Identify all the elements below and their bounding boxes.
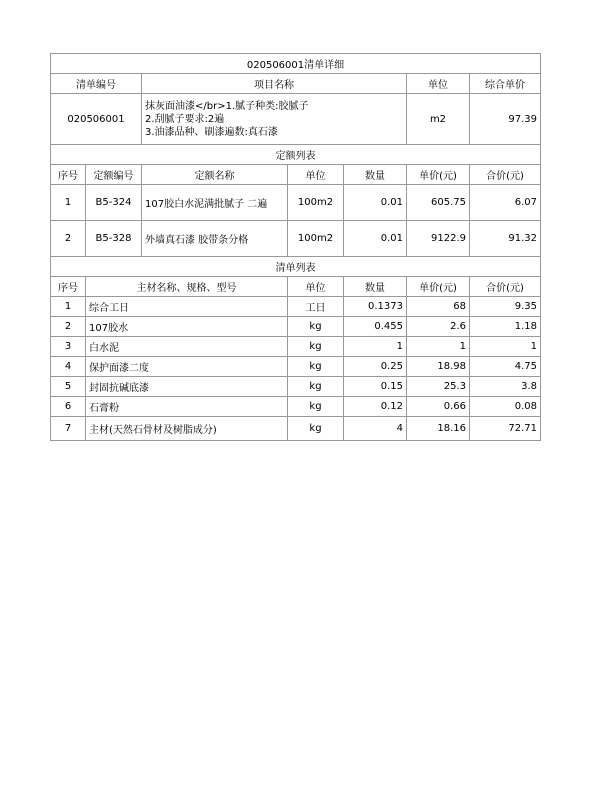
material-unit: kg: [288, 317, 344, 337]
material-name: 主材(天然石骨材及树脂成分): [86, 417, 288, 441]
bill-price: 97.39: [470, 94, 541, 145]
quota-code: B5-324: [86, 185, 142, 221]
material-no: 4: [51, 357, 86, 377]
material-unit-price: 1: [407, 337, 470, 357]
quota-no: 2: [51, 221, 86, 257]
material-name: 保护面漆二度: [86, 357, 288, 377]
material-qty: 0.455: [344, 317, 407, 337]
quota-unit: 100m2: [288, 185, 344, 221]
bill-detail-table: [50, 53, 541, 441]
material-unit-price: 0.66: [407, 397, 470, 417]
material-unit-price: 18.98: [407, 357, 470, 377]
material-qty: 0.12: [344, 397, 407, 417]
material-unit: kg: [288, 337, 344, 357]
table-row: [51, 357, 541, 377]
material-unit-header: 单位: [288, 277, 344, 297]
bill-description-line: 3.油漆品种、刷漆遍数:真石漆: [145, 126, 278, 138]
quota-qty: 0.01: [344, 221, 407, 257]
material-unit: kg: [288, 377, 344, 397]
material-qty: 1: [344, 337, 407, 357]
material-qty: 0.25: [344, 357, 407, 377]
quota-unit-price: 605.75: [407, 185, 470, 221]
material-unit-price: 68: [407, 297, 470, 317]
bill-unit-header: 单位: [407, 74, 470, 94]
table-row: [51, 317, 541, 337]
quota-unit-header: 单位: [288, 165, 344, 185]
material-total: 72.71: [470, 417, 541, 441]
material-unit: kg: [288, 417, 344, 441]
material-total: 1: [470, 337, 541, 357]
material-total: 1.18: [470, 317, 541, 337]
quota-no-header: 序号: [51, 165, 86, 185]
quota-qty-header: 数量: [344, 165, 407, 185]
quota-unit-price: 9122.9: [407, 221, 470, 257]
material-name: 白水泥: [86, 337, 288, 357]
table-row: [51, 297, 541, 317]
material-total-header: 合价(元): [470, 277, 541, 297]
material-unit-price: 18.16: [407, 417, 470, 441]
table-row: [51, 185, 541, 221]
material-name-header: 主材名称、规格、型号: [86, 277, 288, 297]
quota-code: B5-328: [86, 221, 142, 257]
material-name: 石膏粉: [86, 397, 288, 417]
quota-total-header: 合价(元): [470, 165, 541, 185]
table-row: [51, 221, 541, 257]
material-total: 0.08: [470, 397, 541, 417]
quota-total: 91.32: [470, 221, 541, 257]
material-name: 封固抗碱底漆: [86, 377, 288, 397]
quota-no: 1: [51, 185, 86, 221]
bill-description-line: 2.刮腻子要求:2遍: [145, 113, 225, 125]
material-unit: 工日: [288, 297, 344, 317]
material-unit-price: 25.3: [407, 377, 470, 397]
quota-unit-price-header: 单价(元): [407, 165, 470, 185]
quota-name: 107胶白水泥满批腻子 二遍: [142, 185, 288, 221]
bill-description-line: 抹灰面油漆</br>1.腻子种类:胶腻子: [145, 100, 309, 112]
material-total: 9.35: [470, 297, 541, 317]
material-no: 6: [51, 397, 86, 417]
material-unit: kg: [288, 357, 344, 377]
bill-name-header: 项目名称: [142, 74, 407, 94]
material-no: 3: [51, 337, 86, 357]
material-section-title: 清单列表: [51, 257, 541, 277]
material-name: 综合工日: [86, 297, 288, 317]
material-no-header: 序号: [51, 277, 86, 297]
bill-unit: m2: [407, 94, 470, 145]
material-unit-price: 2.6: [407, 317, 470, 337]
bill-code-header: 清单编号: [51, 74, 142, 94]
material-no: 5: [51, 377, 86, 397]
bill-price-header: 综合单价: [470, 74, 541, 94]
table-row: [51, 417, 541, 441]
material-no: 7: [51, 417, 86, 441]
quota-section-title: 定额列表: [51, 145, 541, 165]
material-total: 4.75: [470, 357, 541, 377]
material-name: 107胶水: [86, 317, 288, 337]
quota-unit: 100m2: [288, 221, 344, 257]
material-qty: 0.15: [344, 377, 407, 397]
table-row: [51, 397, 541, 417]
quota-qty: 0.01: [344, 185, 407, 221]
material-no: 1: [51, 297, 86, 317]
material-qty: 0.1373: [344, 297, 407, 317]
table-row: [51, 337, 541, 357]
material-qty: 4: [344, 417, 407, 441]
quota-total: 6.07: [470, 185, 541, 221]
material-total: 3.8: [470, 377, 541, 397]
quota-name: 外墙真石漆 胶带条分格: [142, 221, 288, 257]
material-unit-price-header: 单价(元): [407, 277, 470, 297]
quota-code-header: 定额编号: [86, 165, 142, 185]
material-unit: kg: [288, 397, 344, 417]
material-qty-header: 数量: [344, 277, 407, 297]
quota-name-header: 定额名称: [142, 165, 288, 185]
bill-code: 020506001: [51, 94, 142, 145]
table-row: [51, 377, 541, 397]
bill-description: [142, 94, 407, 145]
material-no: 2: [51, 317, 86, 337]
table-title: 020506001清单详细: [51, 54, 541, 74]
